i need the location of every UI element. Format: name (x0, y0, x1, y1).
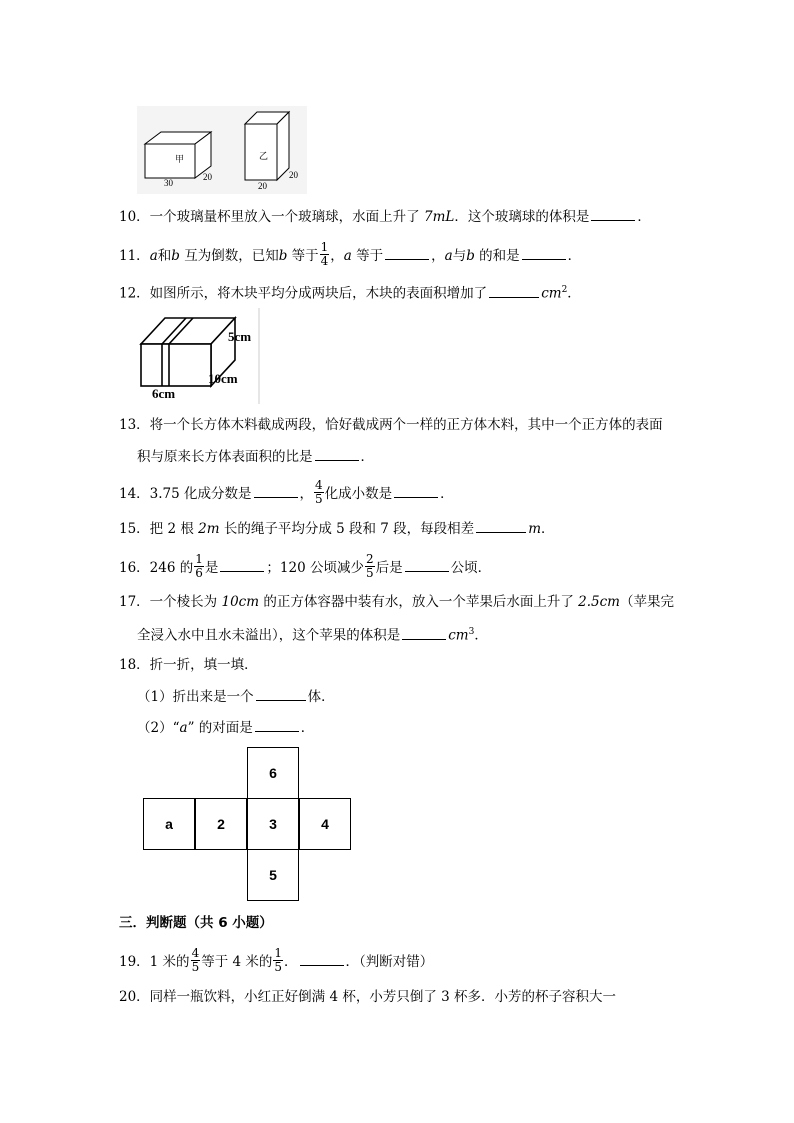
question-13: 13．将一个长方体木料截成两段，恰好截成两个一样的正方体木料，其中一个正方体的表面 (119, 417, 663, 433)
box-jia-depth: 20 (203, 172, 212, 182)
answer-blank[interactable] (591, 206, 635, 221)
box-yi-depth: 20 (289, 170, 298, 180)
answer-blank[interactable] (394, 483, 438, 498)
question-17-cont: 全浸入水中且水未溢出），这个苹果的体积是 $cm^3$． (137, 622, 488, 646)
answer-blank[interactable] (300, 951, 344, 966)
net-cell-4: 4 (299, 798, 351, 850)
fraction: $\frac{4}{5}$ (191, 946, 200, 974)
box-jia-width: 30 (164, 178, 173, 188)
net-cell-top: 6 (247, 747, 299, 799)
block-height-label: 5cm (228, 329, 252, 344)
block-width-label: 6cm (152, 386, 176, 401)
answer-blank[interactable] (254, 483, 298, 498)
answer-blank[interactable] (385, 245, 429, 260)
fraction: $\frac{1}{6}$ (195, 552, 203, 580)
answer-blank[interactable] (522, 245, 566, 260)
fraction: $\frac{1}{4}$ (320, 240, 329, 268)
question-15: 15．把 2 根 2m 长的绳子平均分成 5 段和 7 段，每段相差 m． (119, 518, 555, 539)
answer-blank[interactable] (402, 625, 446, 640)
box-figure (137, 106, 307, 194)
question-10: 10．一个玻璃量杯里放入一个玻璃球，水面上升了 7mL．这个玻璃球的体积是 ． (119, 206, 651, 227)
answer-blank[interactable] (489, 283, 539, 298)
question-14: 14．3.75 化成分数是 ， $\frac{4}{5}$ 化成小数是 ． (119, 478, 454, 506)
answer-blank[interactable] (256, 686, 306, 701)
question-13-cont: 积与原来长方体表面积的比是 ． (137, 446, 374, 467)
fraction: $\frac{1}{5}$ (274, 946, 283, 974)
answer-blank[interactable] (220, 557, 264, 572)
question-18: 18．折一折，填一填． (119, 657, 258, 673)
answer-blank[interactable] (315, 446, 359, 461)
box-yi (245, 112, 289, 180)
question-11: 11．a和b 互为倒数，已知b 等于 $\frac{1}{4}$ ，a 等于 ，a与b 的和是 ． (119, 240, 582, 268)
answer-blank[interactable] (405, 557, 449, 572)
fraction: $\frac{4}{5}$ (315, 478, 323, 506)
question-20: 20．同样一瓶饮料，小红正好倒满 4 杯，小芳只倒了 3 杯多．小芳的杯子容积大一 (119, 989, 617, 1005)
block-length-label: 10cm (208, 371, 238, 386)
section-heading: 三．判断题（共 6 小题） (119, 915, 273, 931)
answer-blank[interactable] (476, 518, 526, 533)
question-19: 19．1 米的 $\frac{4}{5}$ 等于 4 米的 $\frac{1}{5}$ ． ．（判断对错） (119, 946, 434, 974)
question-17: 17．一个棱长为 10cm 的正方体容器中装有水，放入一个苹果后水面上升了 2.5cm（苹果完 (119, 594, 674, 610)
net-cell-3: 3 (247, 798, 299, 850)
box-yi-label: 乙 (259, 151, 269, 161)
box-jia-label: 甲 (175, 154, 185, 164)
net-cell-2: 2 (195, 798, 247, 850)
net-cell-a: a (143, 798, 195, 850)
answer-blank[interactable] (255, 717, 299, 732)
question-18-part1: （1）折出来是一个 体． (137, 686, 335, 707)
box-yi-width: 20 (258, 181, 267, 191)
question-12: 12．如图所示，将木块平均分成两块后，木块的表面积增加了 $cm^2$． (119, 280, 581, 304)
question-16: 16．246 的 $\frac{1}{6}$ 是 ；120 公顷减少 $\frac{2}{5}$ 后是 公顷． (119, 552, 492, 580)
question-18-part2: （2）“a” 的对面是 ． (137, 717, 314, 738)
fraction: $\frac{2}{5}$ (365, 552, 374, 580)
net-cell-bottom: 5 (247, 849, 299, 901)
